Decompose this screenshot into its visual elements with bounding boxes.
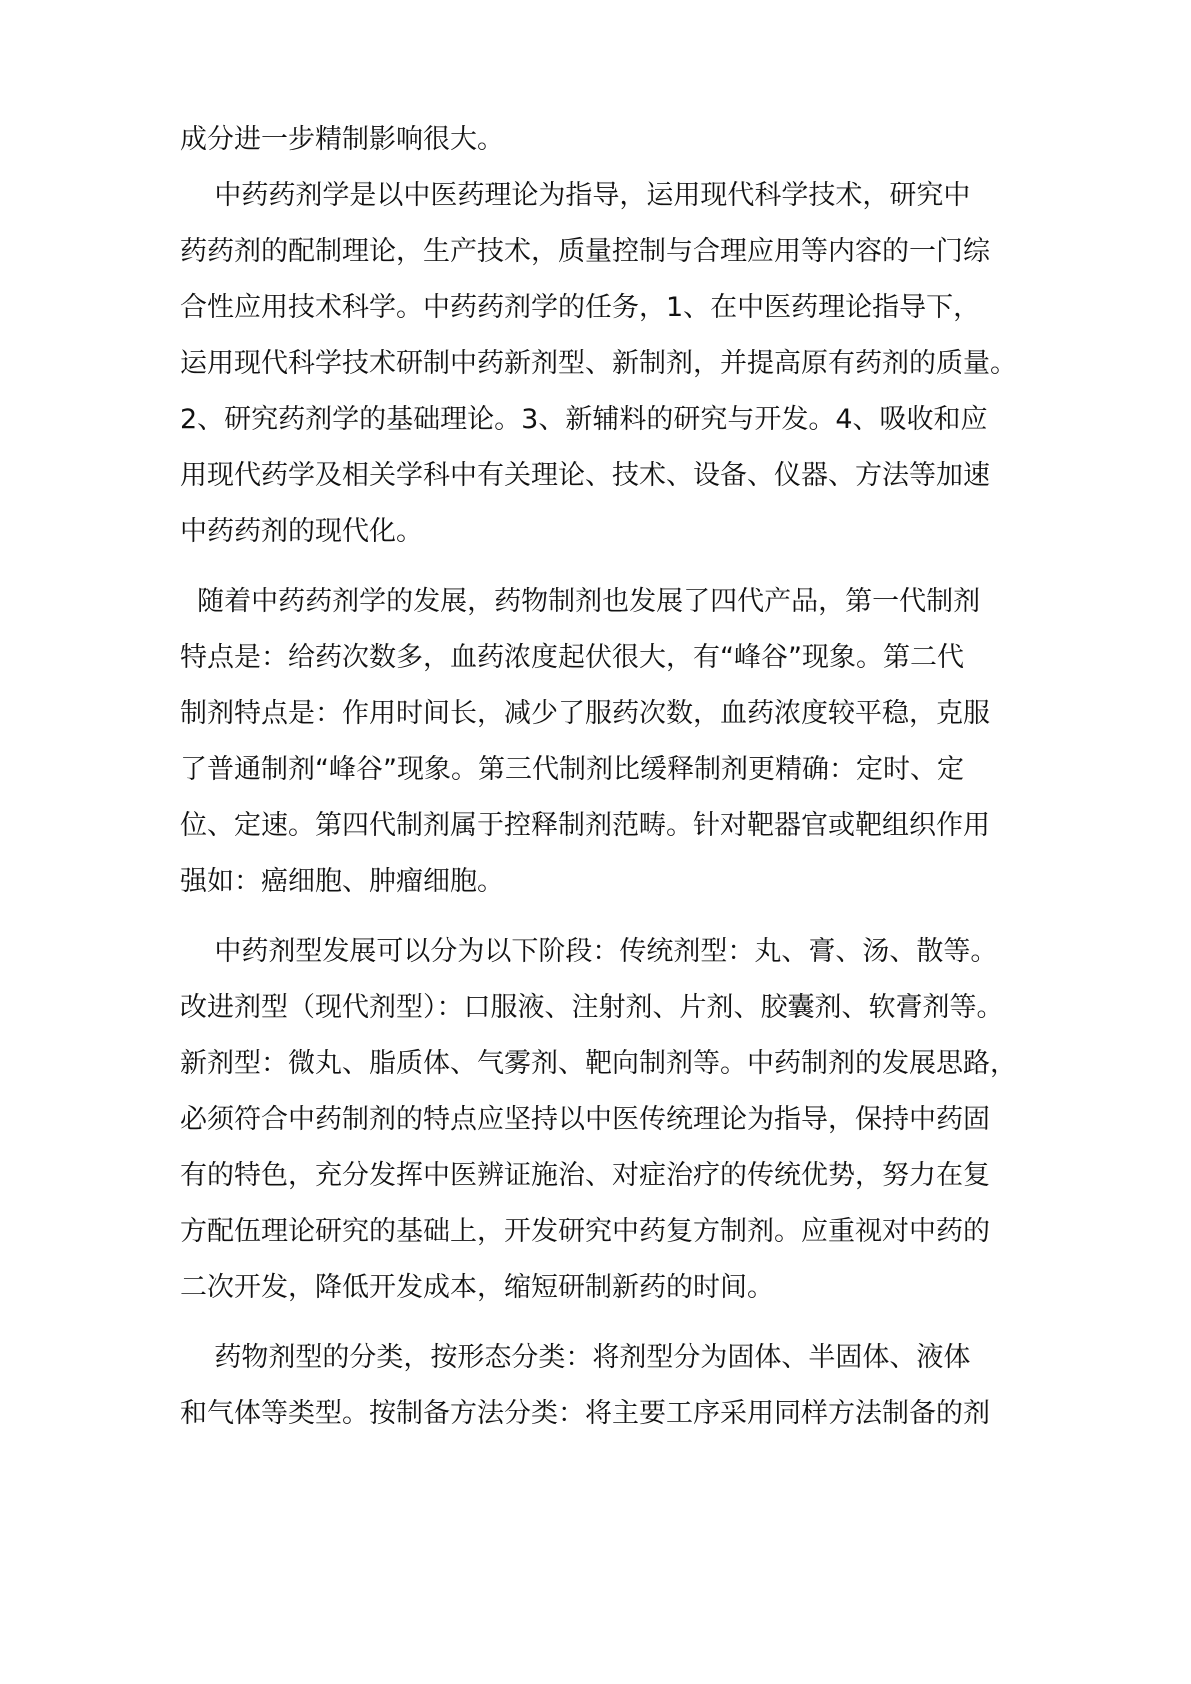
body-text [180, 112, 1020, 1442]
text-line: 改进剂型（现代剂型）：口服液、注射剂、片剂、胶囊剂、软膏剂等。 [180, 992, 1004, 1023]
text-line: 强如：癌细胞、肿瘤细胞。 [180, 866, 504, 897]
paragraph-5 [180, 1330, 1020, 1442]
text-line: 了普通制剂“峰谷”现象。第三代制剂比缓释制剂更精确：定时、定 [180, 754, 964, 785]
text-line: 中药药剂学是以中医药理论为指导，运用现代科学技术，研究中 [180, 180, 971, 211]
text-line: 中药药剂的现代化。 [180, 516, 423, 547]
paragraph-gap [180, 1316, 1020, 1330]
text-line: 随着中药药剂学的发展，药物制剂也发展了四代产品，第一代制剂 [180, 586, 981, 617]
text-line: 制剂特点是：作用时间长，减少了服药次数，血药浓度较平稳，克服 [180, 698, 990, 729]
paragraph-gap [180, 560, 1020, 574]
text-line: 位、定速。第四代制剂属于控释制剂范畴。针对靶器官或靶组织作用 [180, 810, 990, 841]
text-line: 中药剂型发展可以分为以下阶段：传统剂型：丸、膏、汤、散等。 [180, 936, 998, 967]
text-line: 用现代药学及相关学科中有关理论、技术、设备、仪器、方法等加速 [180, 460, 990, 491]
text-line: 二次开发，降低开发成本，缩短研制新药的时间。 [180, 1272, 774, 1303]
paragraph-2 [180, 168, 1020, 560]
text-line: 新剂型：微丸、脂质体、气雾剂、靶向制剂等。中药制剂的发展思路， [180, 1048, 1017, 1079]
paragraph-gap [180, 910, 1020, 924]
text-line: 必须符合中药制剂的特点应坚持以中医传统理论为指导，保持中药固 [180, 1104, 990, 1135]
text-line: 药物剂型的分类，按形态分类：将剂型分为固体、半固体、液体 [180, 1342, 971, 1373]
text-line: 特点是：给药次数多，血药浓度起伏很大，有“峰谷”现象。第二代 [180, 642, 964, 673]
paragraph-4 [180, 924, 1020, 1316]
text-line: 方配伍理论研究的基础上，开发研究中药复方制剂。应重视对中药的 [180, 1216, 990, 1247]
text-line: 有的特色，充分发挥中医辨证施治、对症治疗的传统优势，努力在复 [180, 1160, 990, 1191]
text-line: 药药剂的配制理论，生产技术，质量控制与合理应用等内容的一门综 [180, 236, 990, 267]
text-line: 成分进一步精制影响很大。 [180, 124, 504, 155]
text-line: 合性应用技术科学。中药药剂学的任务，1、在中医药理论指导下， [180, 292, 981, 323]
text-line: 运用现代科学技术研制中药新剂型、新制剂，并提高原有药剂的质量。 [180, 348, 1017, 379]
text-line: 和气体等类型。按制备方法分类：将主要工序采用同样方法制备的剂 [180, 1398, 990, 1429]
paragraph-3 [180, 574, 1020, 910]
paragraph-1 [180, 112, 1020, 168]
text-line: 2、研究药剂学的基础理论。3、新辅料的研究与开发。4、吸收和应 [180, 404, 988, 435]
